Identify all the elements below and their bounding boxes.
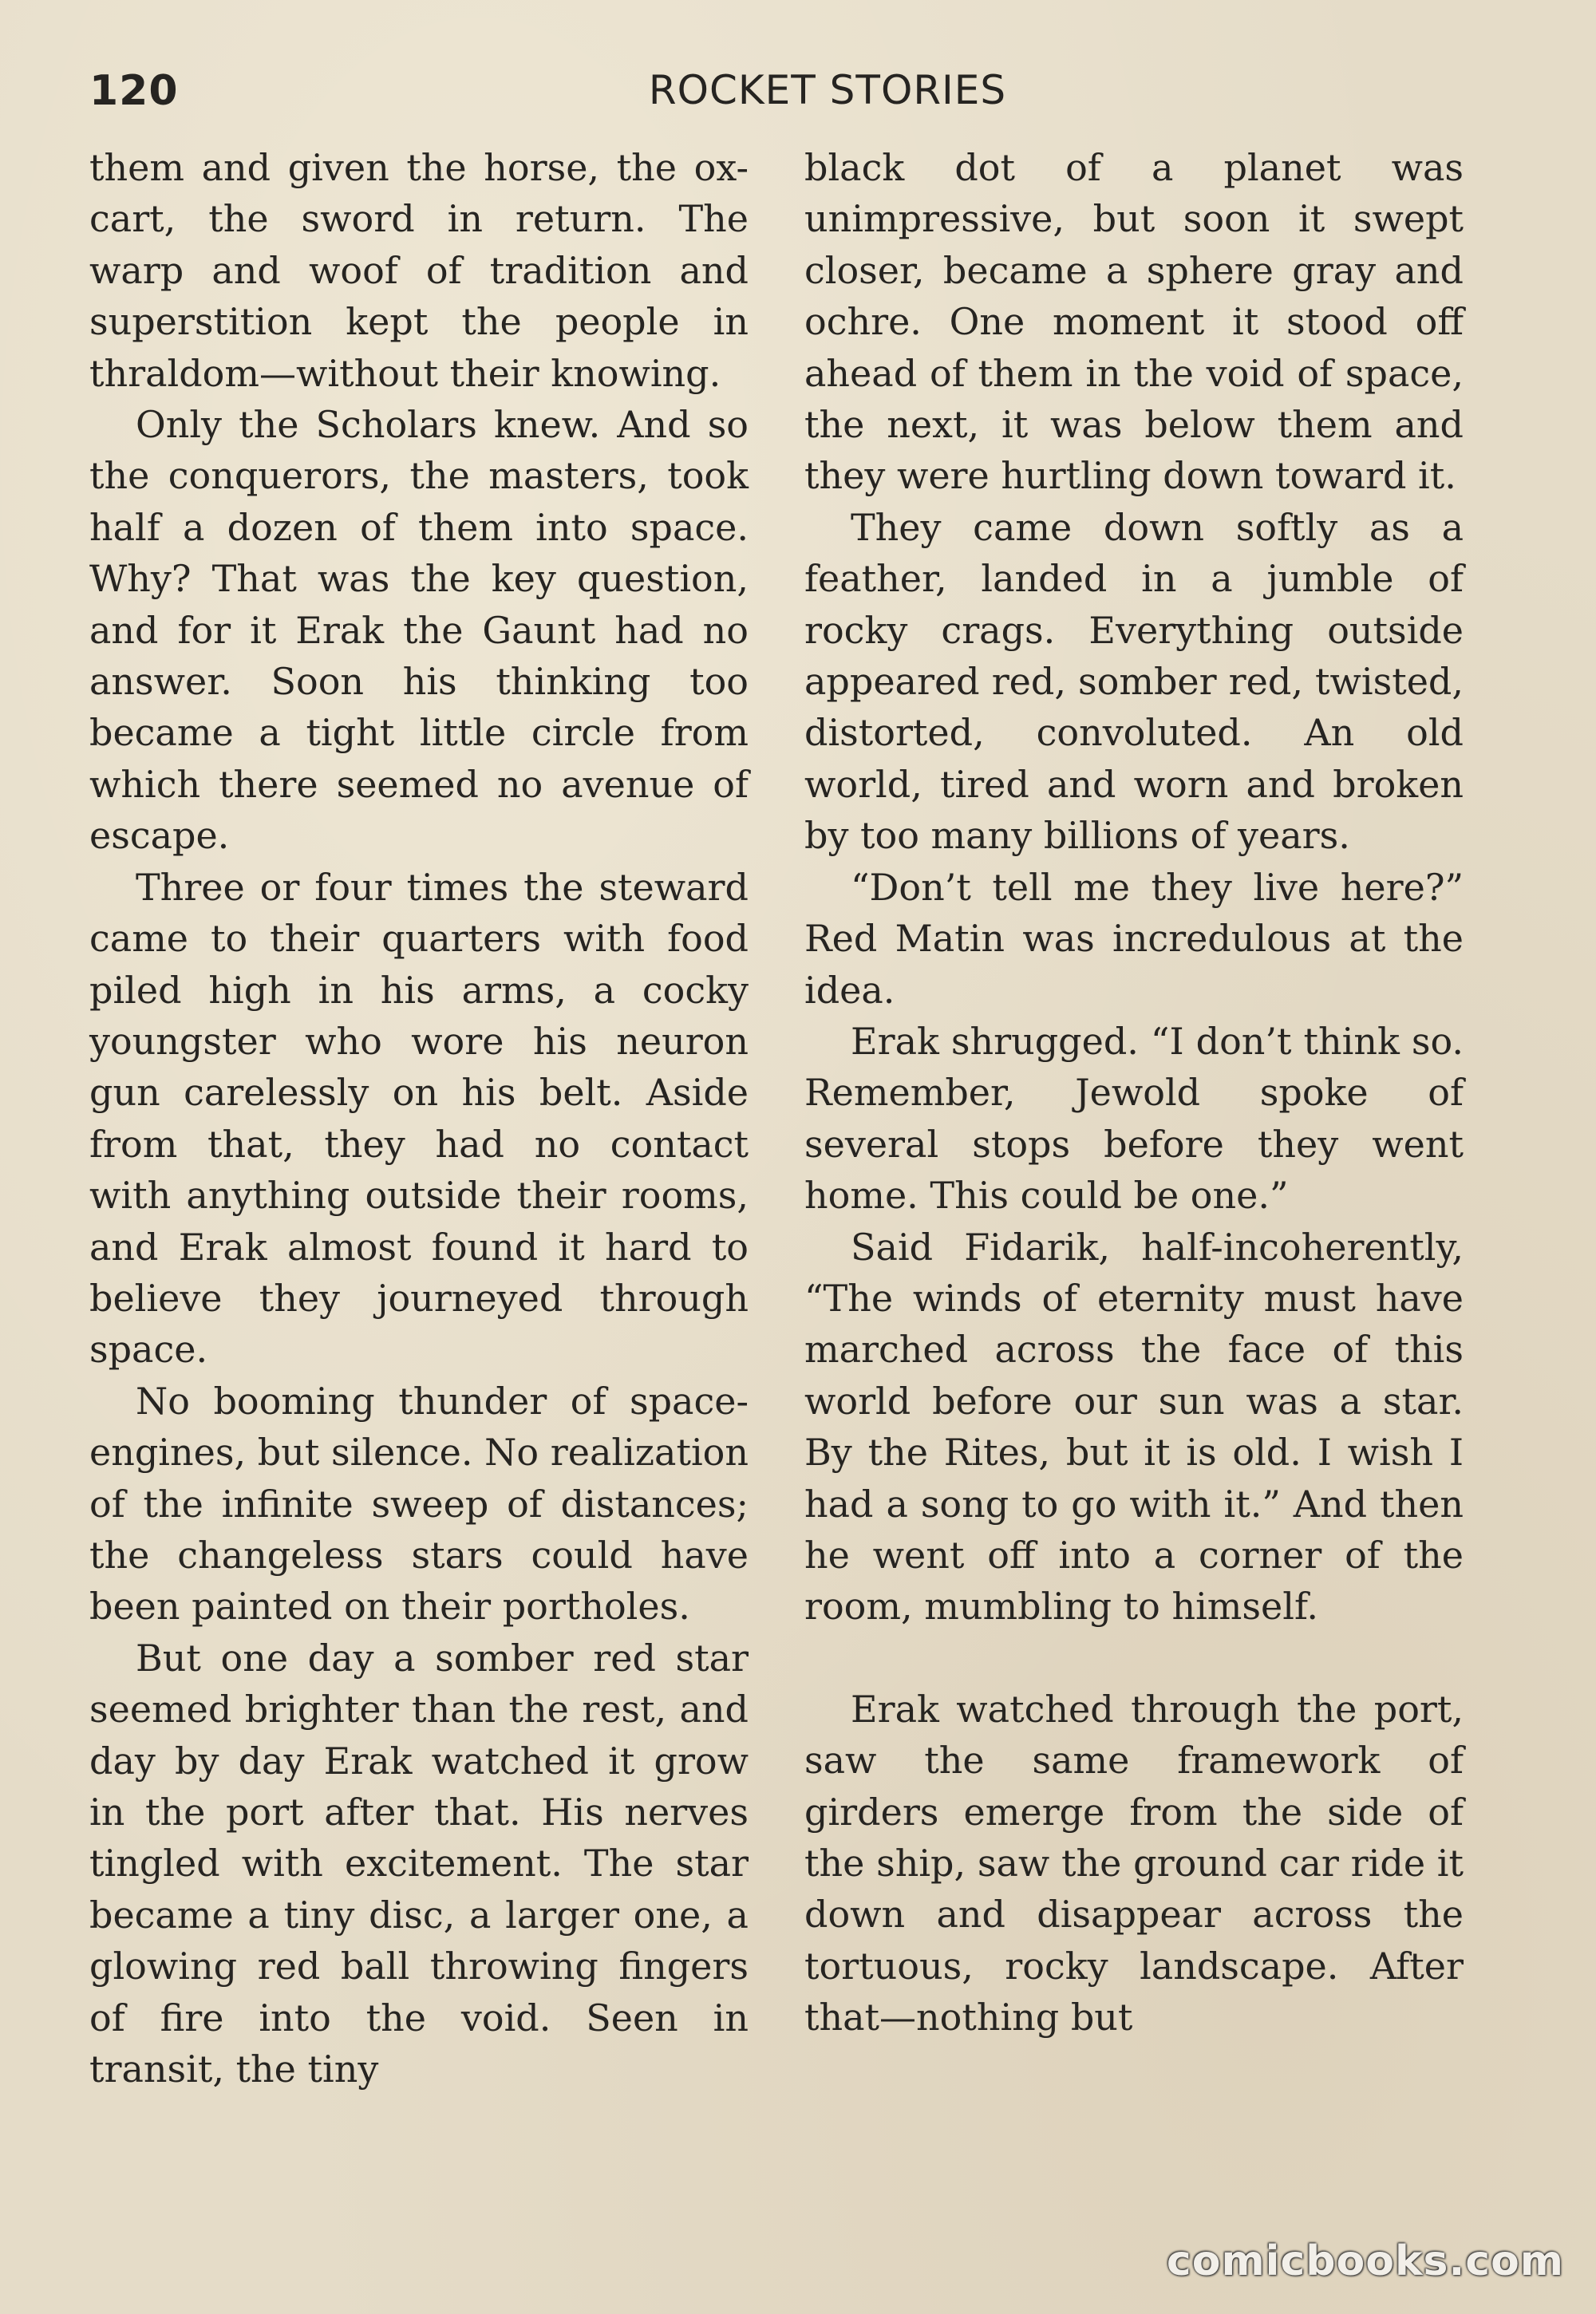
paragraph: Only the Scholars knew. And so the conquerors, the masters, took half a dozen of them into space. Why? That was the key question, and for it Erak the Gaunt had no answer. Soon his thinking too became a tight little circle from which there seemed no avenue of escape. (89, 403, 749, 858)
running-title: ROCKET STORIES (648, 67, 1007, 113)
paragraph: They came down softly as a feather, landed in a jumble of rocky crags. Everything outside appeared red, somber red, twisted, distorted, convoluted. An old world, tired and worn and broken by too many billions of years. (804, 505, 1464, 858)
right-column (804, 142, 1464, 2044)
paragraph: Erak shrugged. “I don’t think so. Remember, Jewold spoke of several stops before they went home. This could be one.” (804, 1019, 1464, 1218)
section-break (804, 1633, 1464, 1684)
paragraph: “Don’t tell me they live here?” Red Matin was incredulous at the idea. (804, 865, 1464, 1012)
left-column (89, 142, 749, 2095)
paragraph: No booming thunder of space-engines, but silence. No realization of the infinite sweep of distances; the changeless stars could have been painted on their portholes. (89, 1379, 749, 1629)
watermark-logo: comicbooks.com (1166, 2237, 1564, 2285)
paragraph: Three or four times the steward came to their quarters with food piled high in his arms, a cocky youngster who wore his neuron gun carelessly on his belt. Aside from that, they had no contact with anything outside their rooms, and Erak almost found it hard to believe they journeyed through space. (89, 865, 749, 1372)
paragraph: Said Fidarik, half-incoherently, “The winds of eternity must have marched across the face of this world before our sun was a star. By the Rites, but it is old. I wish I had a song to go with it.” And then he went off into a corner of the room, mumbling to himself. (804, 1225, 1464, 1629)
paragraph: them and given the horse, the ox-cart, the sword in return. The warp and woof of tradition and superstition kept the people in thraldom—without their knowing. (89, 146, 749, 395)
page-header (89, 67, 1526, 131)
paragraph: Erak watched through the port, saw the same framework of girders emerge from the side of the ship, saw the ground car ride it down and disappear across the tortuous, rocky landscape. After that—nothing but (804, 1687, 1464, 2040)
paragraph: black dot of a planet was unimpressive, but soon it swept closer, became a sphere gray and ochre. One moment it stood off ahead of them in the void of space, the next, it was below them and they were hurtling down toward it. (804, 146, 1464, 498)
paragraph: But one day a somber red star seemed brighter than the rest, and day by day Erak watched it grow in the port after that. His nerves tingled with excitement. The star became a tiny disc, a larger one, a glowing red ball throwing fingers of fire into the void. Seen in transit, the tiny (89, 1636, 749, 2091)
page-number: 120 (89, 67, 179, 115)
